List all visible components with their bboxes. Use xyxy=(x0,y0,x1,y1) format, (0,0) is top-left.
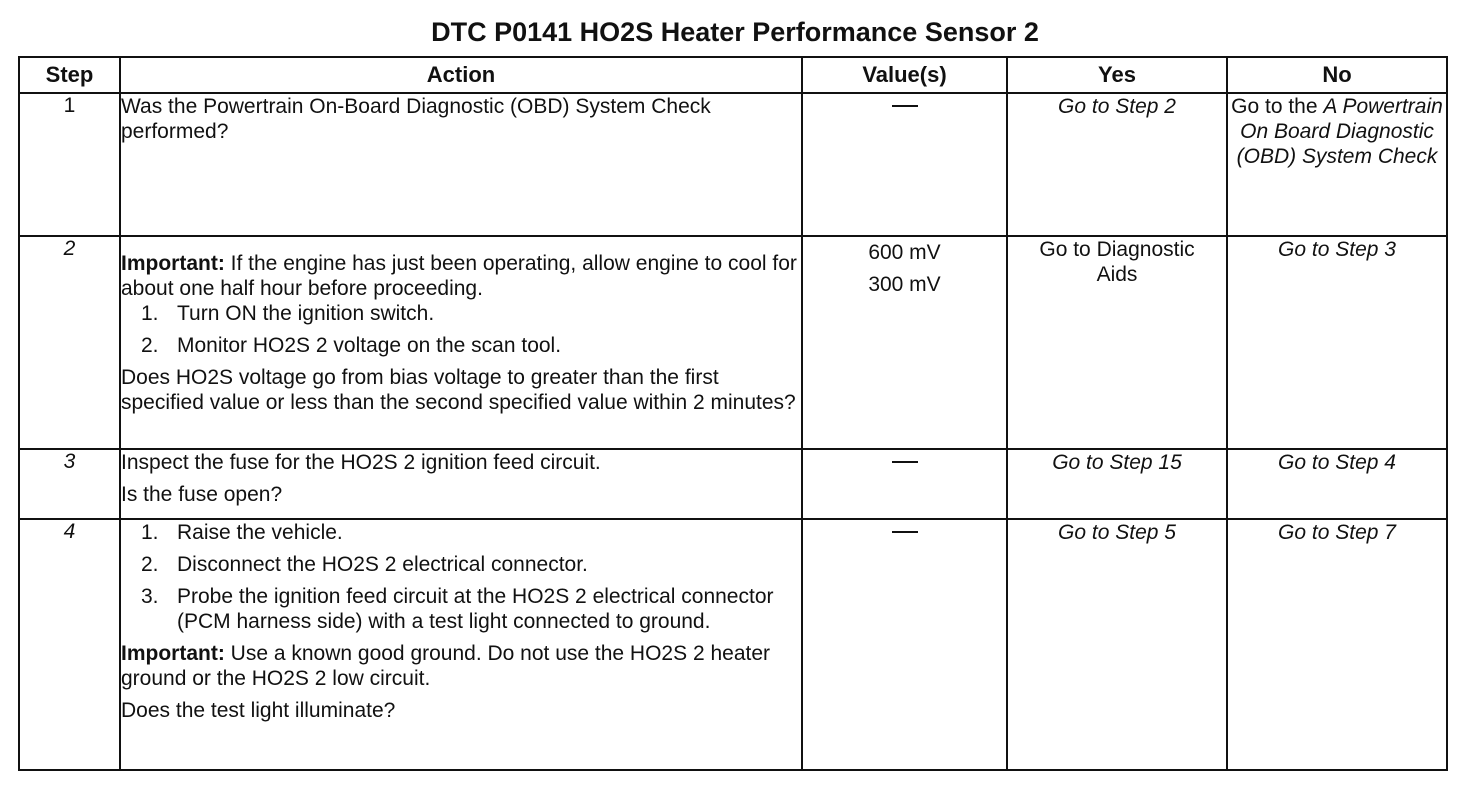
list-item-number: 1. xyxy=(141,302,159,325)
no-prefix: Go to the xyxy=(1231,95,1324,118)
value-2: 300 mV xyxy=(868,273,941,296)
value-1: 600 mV xyxy=(868,241,941,264)
no-link[interactable]: Go to Step 7 xyxy=(1278,521,1396,544)
value-cell xyxy=(802,236,1007,449)
yes-cell xyxy=(1007,236,1227,449)
no-value-dash xyxy=(892,531,918,533)
step-number: 4 xyxy=(19,519,120,770)
important-text: If the engine has just been operating, allow engine to cool for about one half hour before proceeding. xyxy=(121,252,797,300)
table-header-row xyxy=(19,57,1447,93)
action-question: Is the fuse open? xyxy=(121,483,283,506)
important-note xyxy=(121,251,801,301)
list-item xyxy=(121,552,801,577)
important-label: Important: xyxy=(121,642,225,665)
no-cell xyxy=(1227,236,1447,449)
value-cell xyxy=(802,519,1007,770)
page-title: DTC P0141 HO2S Heater Performance Sensor 2 xyxy=(431,17,1039,47)
no-cell xyxy=(1227,519,1447,770)
important-label: Important: xyxy=(121,252,225,275)
no-link[interactable]: Go to Step 4 xyxy=(1278,451,1396,474)
yes-cell xyxy=(1007,449,1227,519)
table-row xyxy=(19,236,1447,449)
action-cell xyxy=(120,519,802,770)
list-item-number: 2. xyxy=(141,553,159,576)
value-cell xyxy=(802,93,1007,236)
table-row xyxy=(19,519,1447,770)
column-header-action: Action xyxy=(120,57,802,93)
action-question: Does the test light illuminate? xyxy=(121,699,396,722)
important-text: Use a known good ground. Do not use the HO2S 2 heater ground or the HO2S 2 low circuit. xyxy=(121,642,771,690)
no-cell xyxy=(1227,449,1447,519)
list-item-number: 2. xyxy=(141,334,159,357)
list-item xyxy=(121,301,801,326)
action-cell xyxy=(120,236,802,449)
action-cell xyxy=(120,93,802,236)
no-value-dash xyxy=(892,105,918,107)
no-link[interactable]: Go to Step 3 xyxy=(1278,238,1396,261)
column-header-step: Step xyxy=(19,57,120,93)
list-item-text: Turn ON the ignition switch. xyxy=(177,302,435,325)
table-row xyxy=(19,449,1447,519)
column-header-yes: Yes xyxy=(1007,57,1227,93)
column-header-no: No xyxy=(1227,57,1447,93)
action-steps xyxy=(121,520,801,634)
list-item-number: 1. xyxy=(141,521,159,544)
list-item xyxy=(121,584,801,634)
list-item-text: Raise the vehicle. xyxy=(177,521,343,544)
list-item-text: Probe the ignition feed circuit at the HO2S 2 electrical connector (PCM harness side) with a test light connected to ground. xyxy=(177,585,774,633)
step-number: 3 xyxy=(19,449,120,519)
action-steps xyxy=(121,301,801,358)
list-item-text: Disconnect the HO2S 2 electrical connector. xyxy=(177,553,588,576)
diagnostic-table xyxy=(18,56,1448,771)
table-row xyxy=(19,93,1447,236)
no-value-dash xyxy=(892,461,918,463)
yes-link[interactable]: Go to Step 2 xyxy=(1058,95,1176,118)
yes-cell xyxy=(1007,519,1227,770)
step-number: 2 xyxy=(19,236,120,449)
action-question: Does HO2S voltage go from bias voltage to greater than the first specified value or less than the second specified value within 2 minutes? xyxy=(121,366,796,414)
yes-link[interactable]: Go to Step 15 xyxy=(1052,451,1182,474)
step-number: 1 xyxy=(19,93,120,236)
action-text: Was the Powertrain On-Board Diagnostic (OBD) System Check performed? xyxy=(121,95,711,143)
action-text: Inspect the fuse for the HO2S 2 ignition feed circuit. xyxy=(121,451,601,474)
yes-link[interactable]: Go to Diagnostic Aids xyxy=(1039,238,1195,286)
yes-link[interactable]: Go to Step 5 xyxy=(1058,521,1176,544)
no-cell xyxy=(1227,93,1447,236)
important-note xyxy=(121,641,801,691)
action-cell xyxy=(120,449,802,519)
list-item xyxy=(121,520,801,545)
list-item-number: 3. xyxy=(141,585,159,608)
yes-cell xyxy=(1007,93,1227,236)
no-link[interactable]: A Powertrain On Board Diagnostic (OBD) System Check xyxy=(1236,95,1443,168)
value-cell xyxy=(802,449,1007,519)
list-item-text: Monitor HO2S 2 voltage on the scan tool. xyxy=(177,334,562,357)
column-header-values: Value(s) xyxy=(802,57,1007,93)
list-item xyxy=(121,333,801,358)
